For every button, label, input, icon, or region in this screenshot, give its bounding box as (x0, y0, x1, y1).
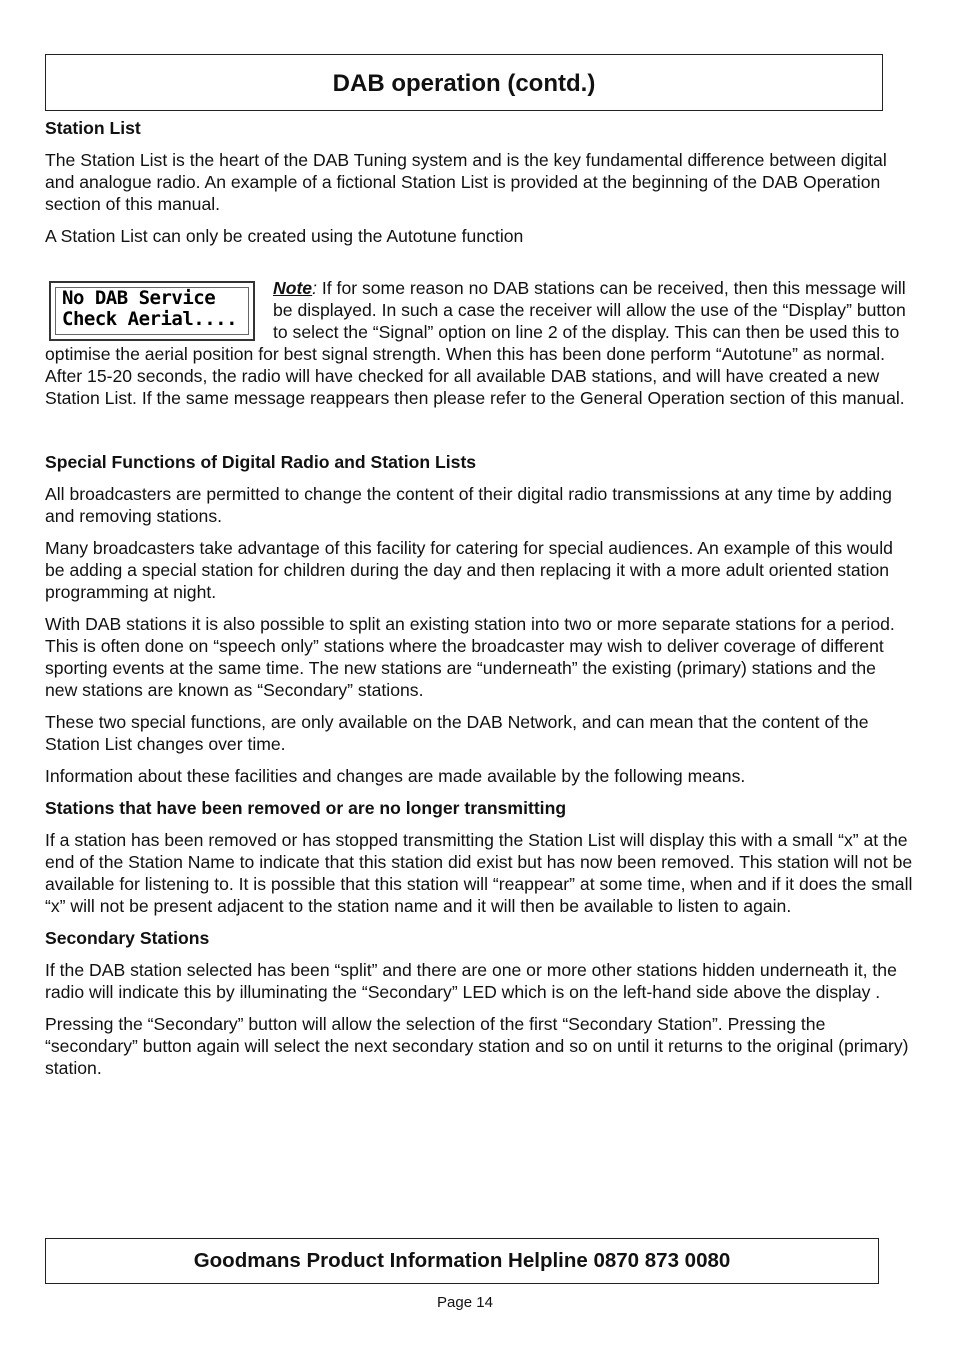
secondary-stations-heading: Secondary Stations (45, 928, 210, 948)
note-colon: : (312, 278, 317, 298)
special-paragraph-4: These two special functions, are only available on the DAB Network, and can mean that the content of the Station List changes over time. (45, 712, 869, 754)
special-functions-heading: Special Functions of Digital Radio and Station Lists (45, 452, 477, 472)
special-paragraph-1: All broadcasters are permitted to change the content of their digital radio transmissions at any time by adding and removing stations. (45, 484, 892, 526)
station-list-heading: Station List (45, 118, 141, 138)
note-text: If for some reason no DAB stations can be received, then this message will be displayed. In such a case the receiver will allow the use of the “Display” button to select the “Signal” option on line 2 of the display. This can then be used this to optimise the aerial position for best signal strength. When this has been done perform “Autotune” as normal. After 15-20 seconds, the radio will have checked for all available DAB stations, and will have created a new Station List. If the same message reappears then please refer to the General Operation section of this manual. (45, 278, 906, 408)
secondary-paragraph-1: If the DAB station selected has been “split” and there are one or more other stations hidden underneath it, the radio will indicate this by illuminating the “Secondary” LED which is on the left-hand side above the display . (45, 960, 897, 1002)
lcd-display-image (49, 281, 255, 341)
lcd-line-2: Check Aerial.... (62, 308, 238, 330)
special-paragraph-2: Many broadcasters take advantage of this facility for catering for special audiences. An example of this would be adding a special station for children during the day and then replacing it with a more adult oriented station programming at night. (45, 538, 893, 602)
note-label: Note (273, 278, 313, 298)
removed-stations-heading: Stations that have been removed or are no longer transmitting (45, 798, 567, 818)
note-block (45, 277, 913, 409)
special-paragraph-3: With DAB stations it is also possible to split an existing station into two or more separate stations for a period. This is often done on “speech only” stations where the broadcaster may wish to deliver coverage of different sporting events at the same time. The new stations are “underneath” the existing (primary) stations and the new stations are known as “Secondary” stations. (45, 614, 895, 700)
page-number: Page 14 (437, 1294, 493, 1311)
station-list-paragraph-1: The Station List is the heart of the DAB Tuning system and is the key fundamental difference between digital and analogue radio. An example of a fictional Station List is provided at the beginning of the DAB Operation section of this manual. (45, 150, 887, 214)
page-title: DAB operation (contd.) (332, 70, 596, 97)
secondary-paragraph-2: Pressing the “Secondary” button will allow the selection of the first “Secondary Station”. Pressing the “secondary” button again will select the next secondary station and so on until it returns to the original (primary) station. (45, 1014, 909, 1078)
lcd-line-1: No DAB Service (62, 287, 216, 309)
removed-paragraph-1: If a station has been removed or has stopped transmitting the Station List will display this with a small “x” at the end of the Station Name to indicate that this station did exist but has now been removed. This station will not be available for listening to. It is possible that this station will “reappear” at some time, when and if it does the small “x” will not be present adjacent to the station name and it will then be available to listen to again. (45, 830, 913, 916)
page-title-box (45, 54, 883, 111)
helpline-footer: Goodmans Product Information Helpline 0870 873 0080 (45, 1238, 879, 1284)
special-paragraph-5: Information about these facilities and changes are made available by the following means. (45, 766, 746, 786)
main-content (45, 117, 913, 1089)
station-list-paragraph-2: A Station List can only be created using the Autotune function (45, 226, 524, 246)
